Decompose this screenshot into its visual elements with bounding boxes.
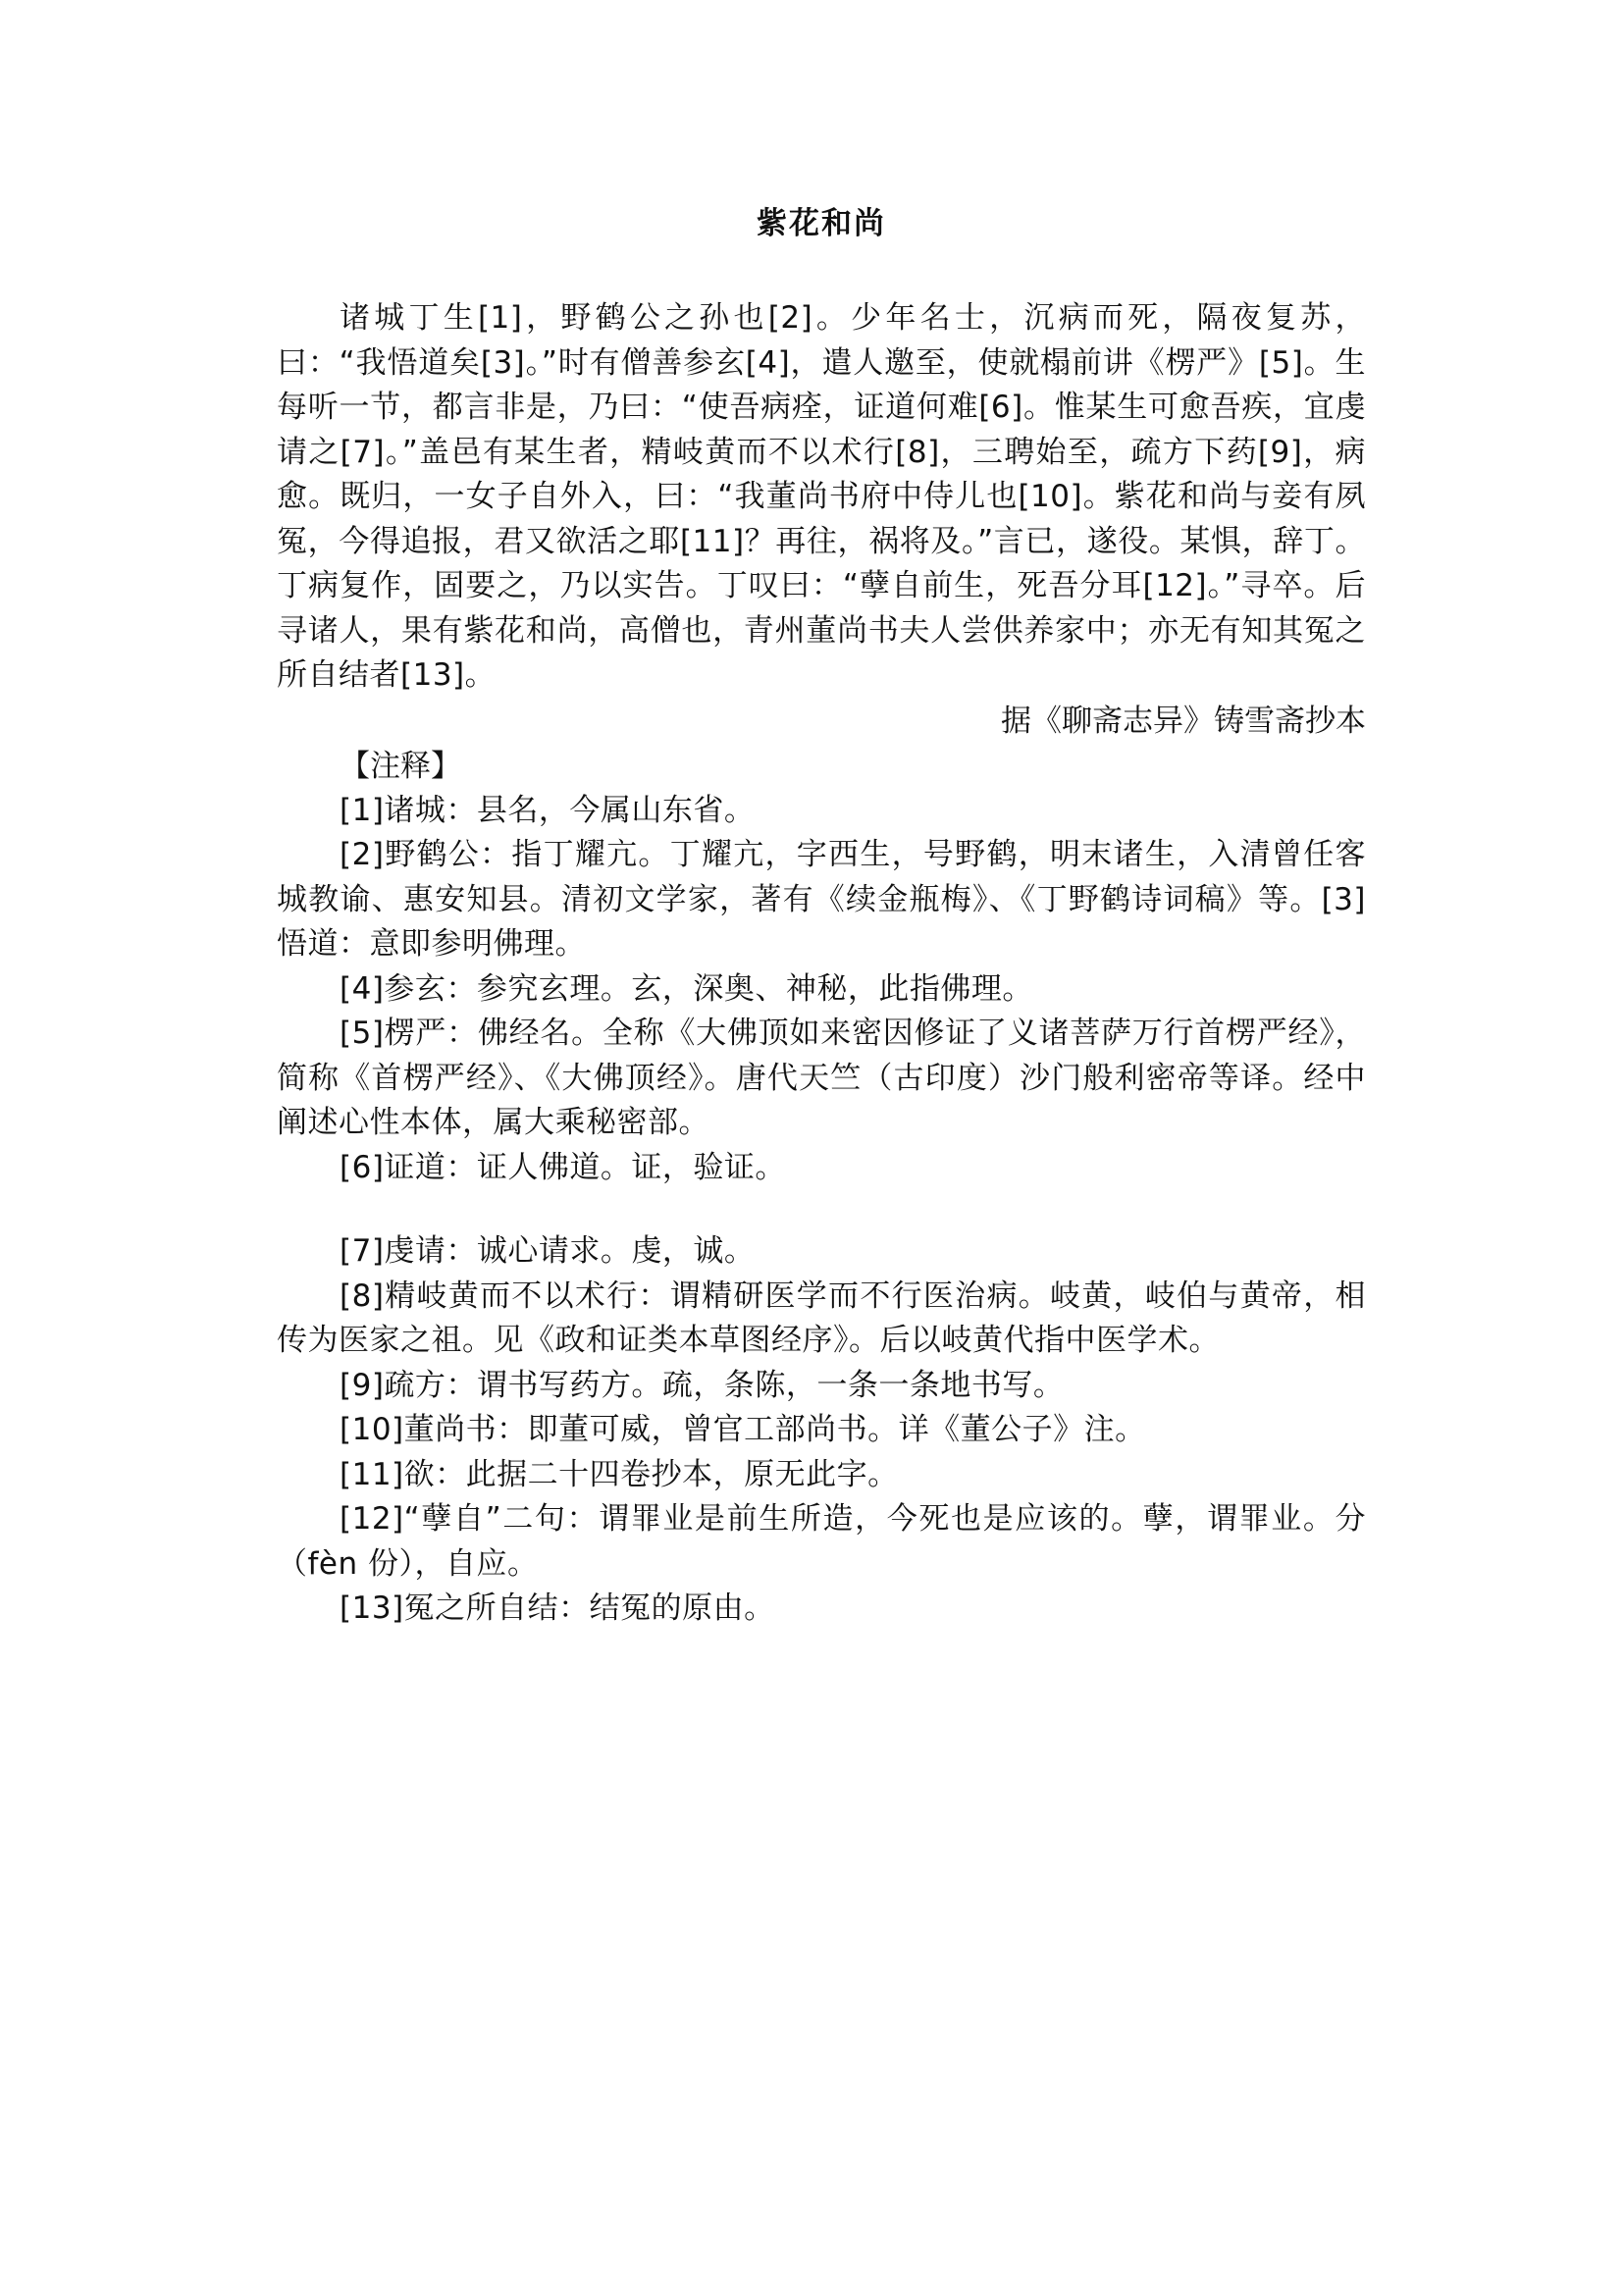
note-5: [5]楞严：佛经名。全称《大佛顶如来密因修证了义诸菩萨万行首楞严经》，简称《首楞严经》、《大佛顶经》。唐代天竺（古印度）沙门般利密帝等译。经中阐述心性本体，属大乘秘密部。 (277, 1016, 1366, 1140)
note-10: [10]董尚书：即董可威，曾官工部尚书。详《董公子》注。 (340, 1412, 1146, 1447)
document-title: 紫花和尚 (757, 206, 886, 241)
blank-line (277, 1190, 1366, 1229)
notes-heading: 【注释】 (340, 748, 461, 784)
note-9: [9]疏方：谓书写药方。疏，条陈，一条一条地书写。 (340, 1367, 1065, 1403)
note-1: [1]诸城：县名，今属山东省。 (340, 792, 756, 828)
note-7: [7]虔请：诚心请求。虔，诚。 (340, 1233, 756, 1269)
note-8: [8]精岐黄而不以术行：谓精研医学而不行医治病。岐黄，岐伯与黄帝，相传为医家之祖。见《政和证类本草图经序》。后以岐黄代指中医学术。 (277, 1277, 1366, 1358)
note-11: [11]欲：此据二十四卷抄本，原无此字。 (340, 1456, 899, 1492)
document-page (277, 194, 1366, 1632)
story-paragraph: 诸城丁生[1]，野鹤公之孙也[2]。少年名士，沉病而死，隔夜复苏，曰：“我悟道矣[3]。”时有僧善参玄[4]，遣人邀至，使就榻前讲《楞严》[5]。生每听一节，都言非是，乃曰：“使吾病痊，证道何难[6]。惟某生可愈吾疾，宜虔请之[7]。”盖邑有某生者，精岐黄而不以术行[8]，三聘始至，疏方下药[9]，病愈。既归，一女子自外入，曰：“我董尚书府中侍儿也[10]。紫花和尚与妾有夙冤，今得追报，君又欲活之耶[11]？再往，祸将及。”言已，遂役。某惧，辞丁。丁病复作，固要之，乃以实告。丁叹曰：“孽自前生，死吾分耳[12]。”寻卒。后寻诸人，果有紫花和尚，高僧也，青州董尚书夫人尝供养家中；亦无有知其冤之所自结者[13]。 (277, 300, 1366, 693)
note-4: [4]参玄：参究玄理。玄，深奥、神秘，此指佛理。 (340, 970, 1033, 1007)
note-6: [6]证道：证人佛道。证，验证。 (340, 1149, 786, 1185)
note-2: [2]野鹤公：指丁耀亢。丁耀亢，字西生，号野鹤，明末诸生，入清曾任客城教谕、惠安知县。清初文学家，著有《续金瓶梅》、《丁野鹤诗词稿》等。[3]悟道：意即参明佛理。 (277, 837, 1366, 962)
note-12: [12]“孽自”二句：谓罪业是前生所造，今死也是应该的。孽，谓罪业。分（fèn 份），自应。 (277, 1501, 1366, 1582)
note-13: [13]冤之所自结：结冤的原由。 (340, 1590, 775, 1626)
source-citation: 据《聊斋志异》铸雪斋抄本 (1001, 703, 1366, 739)
